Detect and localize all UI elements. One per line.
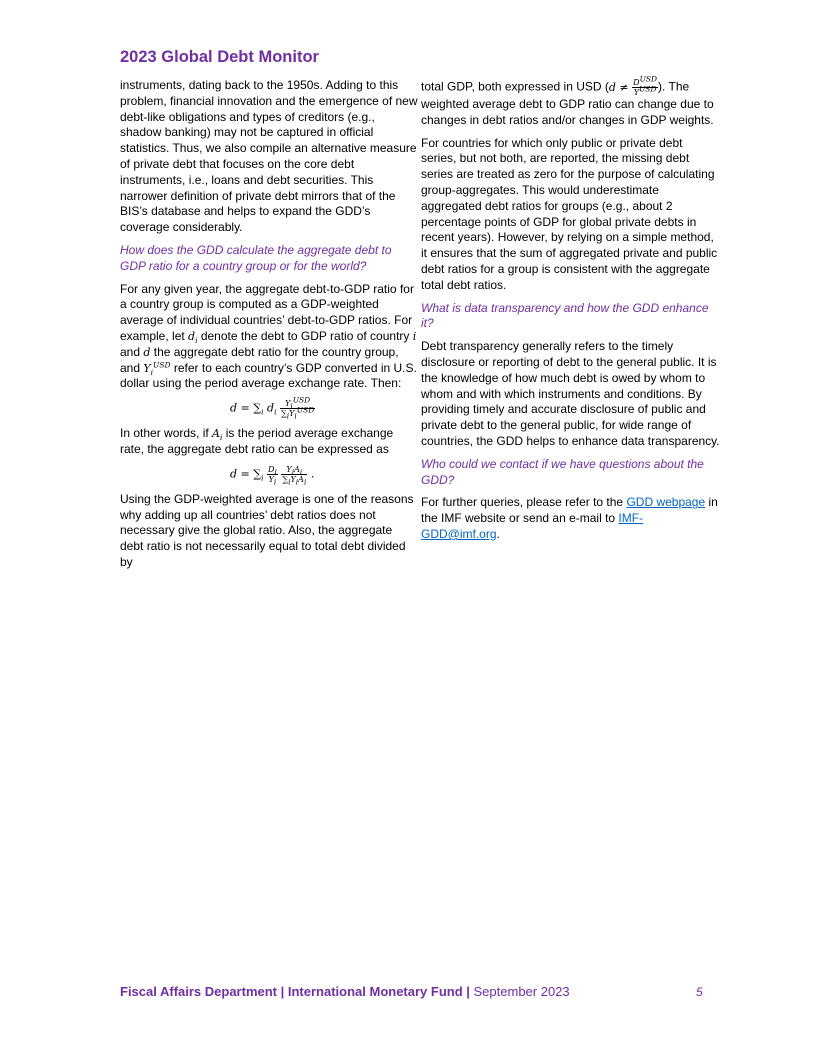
math-y-usd: $Y_i^{USD}$	[143, 359, 171, 377]
math-d-i: $d_i$	[188, 329, 198, 346]
text-run: .	[496, 526, 500, 541]
right-column	[421, 74, 721, 550]
text-run: is the period average exchange rate, the aggregate debt ratio can be expressed as	[120, 426, 394, 456]
paragraph	[421, 74, 721, 129]
math-a-i: $A_i$	[212, 427, 223, 443]
paragraph: For countries for which only public or private debt series, but not both, are reported, the missing debt series are treated as zero for the purpose of calculating group-aggregates. This would underestimate aggregated debt ratios for groups (e.g., about 2 percentage points of GDP for global private debts in recent years). However, by relying on a simple method, it ensures that the sum of aggregated private and public debt ratios for a group is consistent with the aggregate total debt ratios.	[421, 135, 718, 292]
text-run: in the IMF website or send an e-mail to	[421, 495, 718, 526]
equation-exchange-rate: $d = \sum_i$ $\frac{D_i}{Y_i}$ $\frac{Y_iA_i}{\sum_iY_iA_i}$ .	[230, 464, 315, 487]
document-header: 2023 Global Debt Monitor	[120, 48, 319, 66]
faq-question: What is data transparency and how the GDD enhance it?	[421, 300, 709, 331]
fraction: $\frac{Y_i^{USD}}{\sum_iY_i^{USD}}$	[280, 395, 315, 421]
text-run: For further queries, please refer to the	[421, 495, 627, 510]
paragraph	[421, 495, 721, 542]
faq-question: Who could we contact if we have questions about the GDD?	[421, 456, 704, 487]
fraction: $\frac{D_i}{Y_i}$	[268, 464, 277, 487]
fraction: $\frac{D^{USD}}{Y^{USD}}$	[633, 74, 658, 97]
gdd-webpage-link[interactable]: GDD webpage	[626, 495, 706, 510]
math-inequality: d ≠ $\frac{D^{USD}}{Y^{USD}}$	[608, 74, 658, 97]
email-link[interactable]: IMF-GDD@imf.org	[421, 511, 644, 541]
text-run: In other words, if	[120, 426, 213, 441]
paragraph: instruments, dating back to the 1950s. Adding to this problem, financial innovation and the emergence of new debt-like obligations and types of creditors (e.g., shadow banking) may not be captured in official statistics. Thus, we also compile an alternative measure of private debt that focuses on the core debt instruments, i.e., loans and debt securities. This narrower definition of private debt mirrors that of the BIS’s database and helps to expand the GDD’s coverage considerably.	[120, 78, 418, 235]
paragraph	[120, 282, 418, 393]
text-run: denote the debt to GDP ratio of country	[197, 328, 413, 343]
text-run: the aggregate debt ratio for the country group, and	[120, 344, 399, 375]
text-run: refer to each country’s GDP converted in U.S. dollar using the period average exchange rate. Then:	[120, 360, 417, 391]
math-d: d	[143, 345, 151, 359]
text-run: total GDP, both expressed in USD (	[421, 79, 609, 94]
paragraph	[120, 426, 418, 458]
equation-weighted-average: $d = \sum_i$ $d_i$ $\frac{Y_i^{USD}}{\sum_iY_i^{USD}}$	[230, 395, 315, 421]
text-run: For any given year, the aggregate debt-to-GDP ratio for a country group is computed as a GDP-weighted average of individual countries’ debt-to-GDP ratios. For example, let	[120, 281, 414, 343]
paragraph: Using the GDP-weighted average is one of the reasons why adding up all countries’ debt ratios does not necessary give the global ratio. Also, the aggregate debt ratio is not necessarily equal to total debt divided by	[120, 491, 414, 569]
faq-question: How does the GDD calculate the aggregate debt to GDP ratio for a country group or for the world?	[120, 242, 392, 273]
math-i: i	[412, 329, 417, 343]
paragraph: Debt transparency generally refers to the timely disclosure or reporting of debt to the general public. It is the knowledge of how much debt is owed by whom to whom and with which instruments and conditions. By providing timely and accurate disclosure of public and private debt to the general public, for wide range of countries, the GDD helps to enhance data transparency.	[421, 339, 720, 448]
footer-date: September 2023	[473, 984, 570, 999]
fraction: $\frac{Y_iA_i}{\sum_iY_iA_i}$	[282, 464, 307, 487]
text-run: and	[120, 344, 144, 359]
page-footer	[120, 984, 705, 999]
page-number: 5	[696, 985, 703, 999]
footer-department: Fiscal Affairs Department | International Monetary Fund |	[120, 984, 474, 999]
left-column	[120, 78, 418, 578]
text-run: ). The weighted average debt to GDP ratio can change due to changes in debt ratios and/or changes in GDP weights.	[421, 79, 714, 127]
